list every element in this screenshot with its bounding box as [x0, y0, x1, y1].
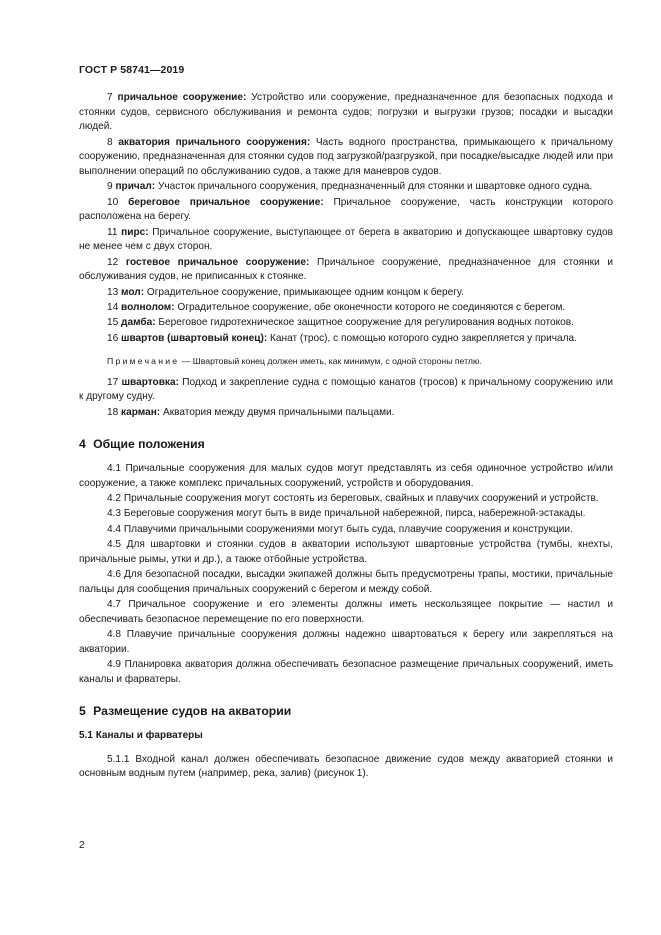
definition-term: карман: — [121, 406, 161, 418]
document-body — [79, 91, 613, 782]
paragraph-4-2: 4.2 Причальные сооружения могут состоять из береговых, свайных и плавучих сооружений и устройств. — [107, 493, 599, 505]
definition-15: 15 дамба: Береговое гидротехническое защитное сооружение для регулирования водных потоков. — [107, 317, 574, 329]
definition-term: береговое причальное сооружение: — [128, 196, 324, 208]
definition-term: швартов (швартовый конец): — [121, 332, 268, 344]
definition-text: Береговое гидротехническое защитное сооружение для регулирования водных потоков. — [155, 317, 574, 329]
subsection-5-1-heading: 5.1 Каналы и фарватеры — [79, 729, 203, 741]
definition-text: Устройство или сооружение, предназначенное для безопасных подхода и стоянки судов, сервисного обслуживания и ремонта судов; погрузки и выгрузки грузов; посадки и высадки людей. — [79, 92, 613, 133]
definition-term: мол: — [121, 286, 145, 298]
definition-term: швартовка: — [121, 376, 179, 388]
definition-text: Причальное сооружение, часть конструкции которого расположена на берегу. — [79, 196, 614, 223]
paragraph-4-4: 4.4 Плавучими причальными сооружениями могут быть суда, плавучие сооружения и конструкции. — [107, 523, 573, 535]
paragraph-4-1: 4.1 Причальные сооружения для малых судов могут представлять из себя одиночное устройство и/или сооружение, а также комплекс причальных сооружений, устройств и оборудования. — [79, 463, 613, 489]
definition-11: 11 пирс: Причальное сооружение, выступающее от берега в акваторию и допускающее швартовку судов не менее чем с двух сторон. — [79, 226, 613, 253]
definition-9: 9 причал: Участок причального сооружения, предназначенный для стоянки и швартовке одного судна. — [107, 181, 593, 193]
definition-text: Оградительное сооружение, обе оконечности которого не соединяются с берегом. — [174, 301, 566, 313]
definition-text: Часть водного пространства, примыкающего к причальному сооружению, предназначенная для стоянки судов под загрузкой/разгрузкой, при посадке/высадке людей или при выполнении операций по обслуживанию судов, а также для маневров судов. — [79, 136, 613, 177]
definition-term: акватория причального сооружения: — [118, 136, 311, 148]
definition-text: Причальное сооружение, выступающее от берега в акваторию и допускающее швартовку судов не менее чем с двух сторон. — [79, 226, 613, 253]
section-4-body — [79, 462, 613, 687]
paragraph-4-6: 4.6 Для безопасной посадки, высадки экипажей должны быть предусмотрены трапы, мостики, причальные пальцы для сообщения причальных сооружений с берегом и между собой. — [79, 569, 613, 595]
note-text: — Швартовый конец должен иметь, как минимум, с одной стороны петлю. — [179, 356, 482, 367]
definition-8: 8 акватория причального сооружения: Часть водного пространства, примыкающего к причальному сооружению, предназначенная для стоянки судов под загрузкой/разгрузкой, при посадке/высадке людей или при выполнении операций по обслуживанию судов, а также для маневров судов. — [79, 136, 613, 177]
document-header: ГОСТ Р 58741—2019 — [79, 64, 185, 76]
definition-17: 17 швартовка: Подход и закрепление судна с помощью канатов (тросов) к причальному сооружению или к другому судну. — [79, 376, 614, 403]
paragraph-5-1-1: 5.1.1 Входной канал должен обеспечивать безопасное движение судов между акваторией стоянки и основным водным путем (например, река, залив) (рисунок 1). — [79, 753, 613, 780]
section-4-heading: 4 Общие положения — [79, 437, 205, 452]
definition-term: дамба: — [121, 317, 156, 329]
paragraph-4-7: 4.7 Причальное сооружение и его элементы должны иметь нескользящее покрытие — настил и обеспечивать безопасное перемещение по его поверхности. — [79, 599, 613, 625]
page-number: 2 — [79, 840, 85, 851]
definition-16: 16 швартов (швартовый конец): Канат (трос), с помощью которого судно закрепляется у причала. — [107, 332, 577, 344]
definition-text: Канат (трос), с помощью которого судно закрепляется у причала. — [267, 332, 577, 344]
section-5-heading: 5 Размещение судов на акватории — [79, 704, 292, 719]
definition-10: 10 береговое причальное сооружение: Причальное сооружение, часть конструкции которого расположена на берегу. — [79, 196, 614, 223]
note — [79, 354, 613, 369]
definition-term: гостевое причальное сооружение: — [125, 256, 310, 268]
definition-text: Подход и закрепление судна с помощью канатов (тросов) к причальному сооружению или к другому судну. — [79, 376, 614, 403]
definition-text: Причальное сооружение, предназначенное для стоянки и обслуживания судов, не приписанных к стоянке. — [79, 256, 613, 283]
definition-text: Участок причального сооружения, предназначенный для стоянки и швартовке одного судна. — [155, 181, 593, 193]
definitions-list-2 — [79, 376, 613, 421]
definition-term: причал: — [115, 181, 156, 193]
paragraph-4-3: 4.3 Береговые сооружения могут быть в виде причальной набережной, пирса, набережной-эстакады. — [107, 508, 586, 520]
paragraph-4-5: 4.5 Для швартовки и стоянки судов в акватории используют швартовные устройства (тумбы, кнехты, причальные рымы, утки и др.), а также отбойные устройства. — [79, 539, 613, 565]
definition-13: 13 мол: Оградительное сооружение, примыкающее одним концом к берегу. — [107, 286, 464, 298]
definition-term: причальное сооружение: — [117, 92, 247, 103]
definition-7: 7 причальное сооружение: Устройство или сооружение, предназначенное для безопасных подхода и стоянки судов, сервисного обслуживания и ремонта судов; погрузки и выгрузки грузов; посадки и высадки людей. — [79, 92, 613, 133]
definition-12: 12 гостевое причальное сооружение: Причальное сооружение, предназначенное для стоянки и обслуживания судов, не приписанных к стоянке. — [79, 256, 613, 283]
definition-term: пирс: — [121, 226, 149, 238]
paragraph-4-9: 4.9 Планировка акватория должна обеспечивать безопасное размещение причальных сооружений, иметь каналы и фарватеры. — [79, 659, 613, 685]
definition-text: Оградительное сооружение, примыкающее одним концом к берегу. — [144, 286, 464, 298]
definition-term: волнолом: — [121, 301, 175, 313]
definition-text: Акватория между двумя причальными пальцами. — [160, 406, 395, 418]
definitions-list-1 — [79, 91, 613, 346]
paragraph-4-8: 4.8 Плавучие причальные сооружения должны надежно швартоваться к берегу или закрепляться на акватории. — [79, 629, 613, 655]
note-label: Примечание — [107, 356, 180, 367]
definition-14: 14 волнолом: Оградительное сооружение, обе оконечности которого не соединяются с берегом. — [107, 301, 566, 313]
definition-18: 18 карман: Акватория между двумя причальными пальцами. — [107, 406, 395, 418]
